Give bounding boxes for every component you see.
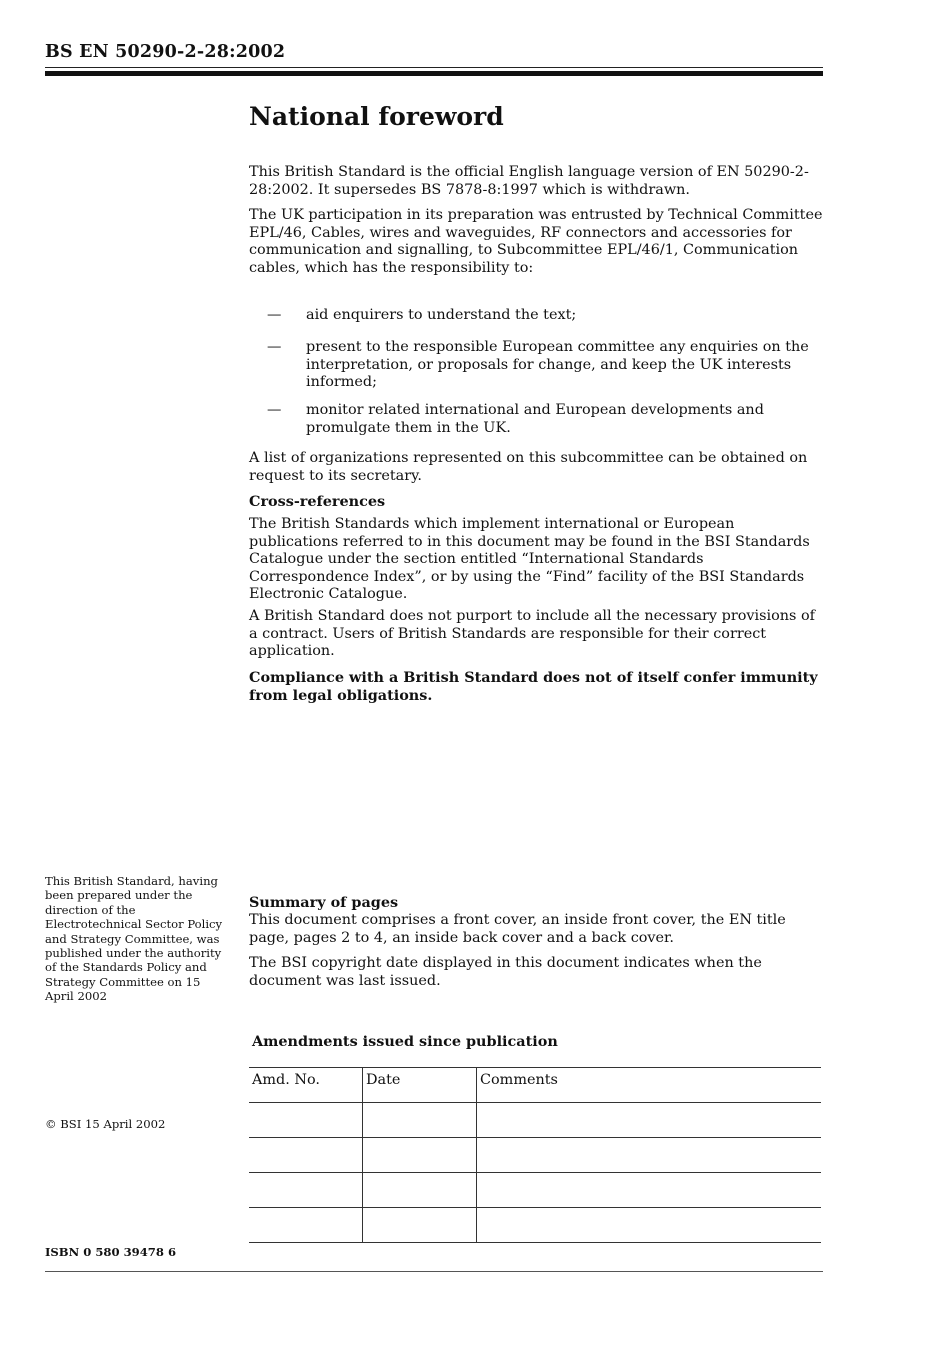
paragraph-supersedes: This British Standard is the official English language version of EN 50290-2-28:2002. It supersedes BS 7878-8:1997 which is withdrawn. bbox=[249, 164, 809, 198]
bullet-dash: — bbox=[267, 307, 282, 323]
publication-note: This British Standard, having been prepared under the direction of the Electrotechnical Sector Policy and Strategy Committee, was published under the authority of the Standards Policy and Strategy Committee on 15 April 2002 bbox=[45, 874, 223, 1004]
header-rule-thin bbox=[45, 67, 823, 68]
table-row bbox=[249, 1138, 821, 1173]
isbn: ISBN 0 580 39478 6 bbox=[45, 1245, 177, 1259]
column-header-comments: Comments bbox=[477, 1068, 822, 1103]
bullet-dash: — bbox=[267, 339, 282, 355]
paragraph-provisions: A British Standard does not purport to include all the necessary provisions of a contract. Users of British Standards are responsible for their correct application. bbox=[249, 608, 815, 660]
paragraph-cross-references: The British Standards which implement international or European publications referred to in this document may be found in the BSI Standards Catalogue under the section entitled “International Standards Correspondence Index”, or by using the “Find” facility of the BSI Standards Electronic Catalogue. bbox=[249, 516, 810, 603]
compliance-statement: Compliance with a British Standard does not of itself confer immunity from legal obligations. bbox=[249, 669, 818, 704]
amendments-table bbox=[249, 1067, 821, 1243]
column-header-amd-no: Amd. No. bbox=[249, 1068, 363, 1103]
table-row bbox=[249, 1173, 821, 1208]
cross-references-heading: Cross-references bbox=[249, 493, 386, 510]
bullet-item: aid enquirers to understand the text; bbox=[306, 307, 577, 323]
amendments-heading: Amendments issued since publication bbox=[252, 1033, 558, 1050]
bullet-item: present to the responsible European committee any enquiries on the interpretation, or proposals for change, and keep the UK interests informed; bbox=[306, 339, 809, 391]
bullet-dash: — bbox=[267, 402, 282, 418]
column-header-date: Date bbox=[363, 1068, 477, 1103]
document-id-header: BS EN 50290-2-28:2002 bbox=[45, 42, 286, 62]
table-row bbox=[249, 1208, 821, 1243]
bullet-item: monitor related international and European developments and promulgate them in the UK. bbox=[306, 402, 764, 436]
summary-heading: Summary of pages bbox=[249, 894, 399, 911]
paragraph-copyright-date: The BSI copyright date displayed in this document indicates when the document was last issued. bbox=[249, 955, 762, 989]
table-row bbox=[249, 1103, 821, 1138]
footer-rule bbox=[45, 1271, 823, 1272]
paragraph-organizations: A list of organizations represented on this subcommittee can be obtained on request to its secretary. bbox=[249, 450, 808, 484]
header-rule-thick bbox=[45, 71, 823, 76]
table-header-row bbox=[249, 1068, 821, 1103]
paragraph-uk-participation: The UK participation in its preparation was entrusted by Technical Committee EPL/46, Cables, wires and waveguides, RF connectors and accessories for communication and signalling, to Subcommittee EPL/46/1, Communication cables, which has the responsibility to: bbox=[249, 207, 823, 276]
copyright-notice: © BSI 15 April 2002 bbox=[45, 1117, 166, 1131]
page-title: National foreword bbox=[249, 102, 504, 131]
paragraph-summary: This document comprises a front cover, an inside front cover, the EN title page, pages 2 to 4, an inside back cover and a back cover. bbox=[249, 912, 786, 946]
